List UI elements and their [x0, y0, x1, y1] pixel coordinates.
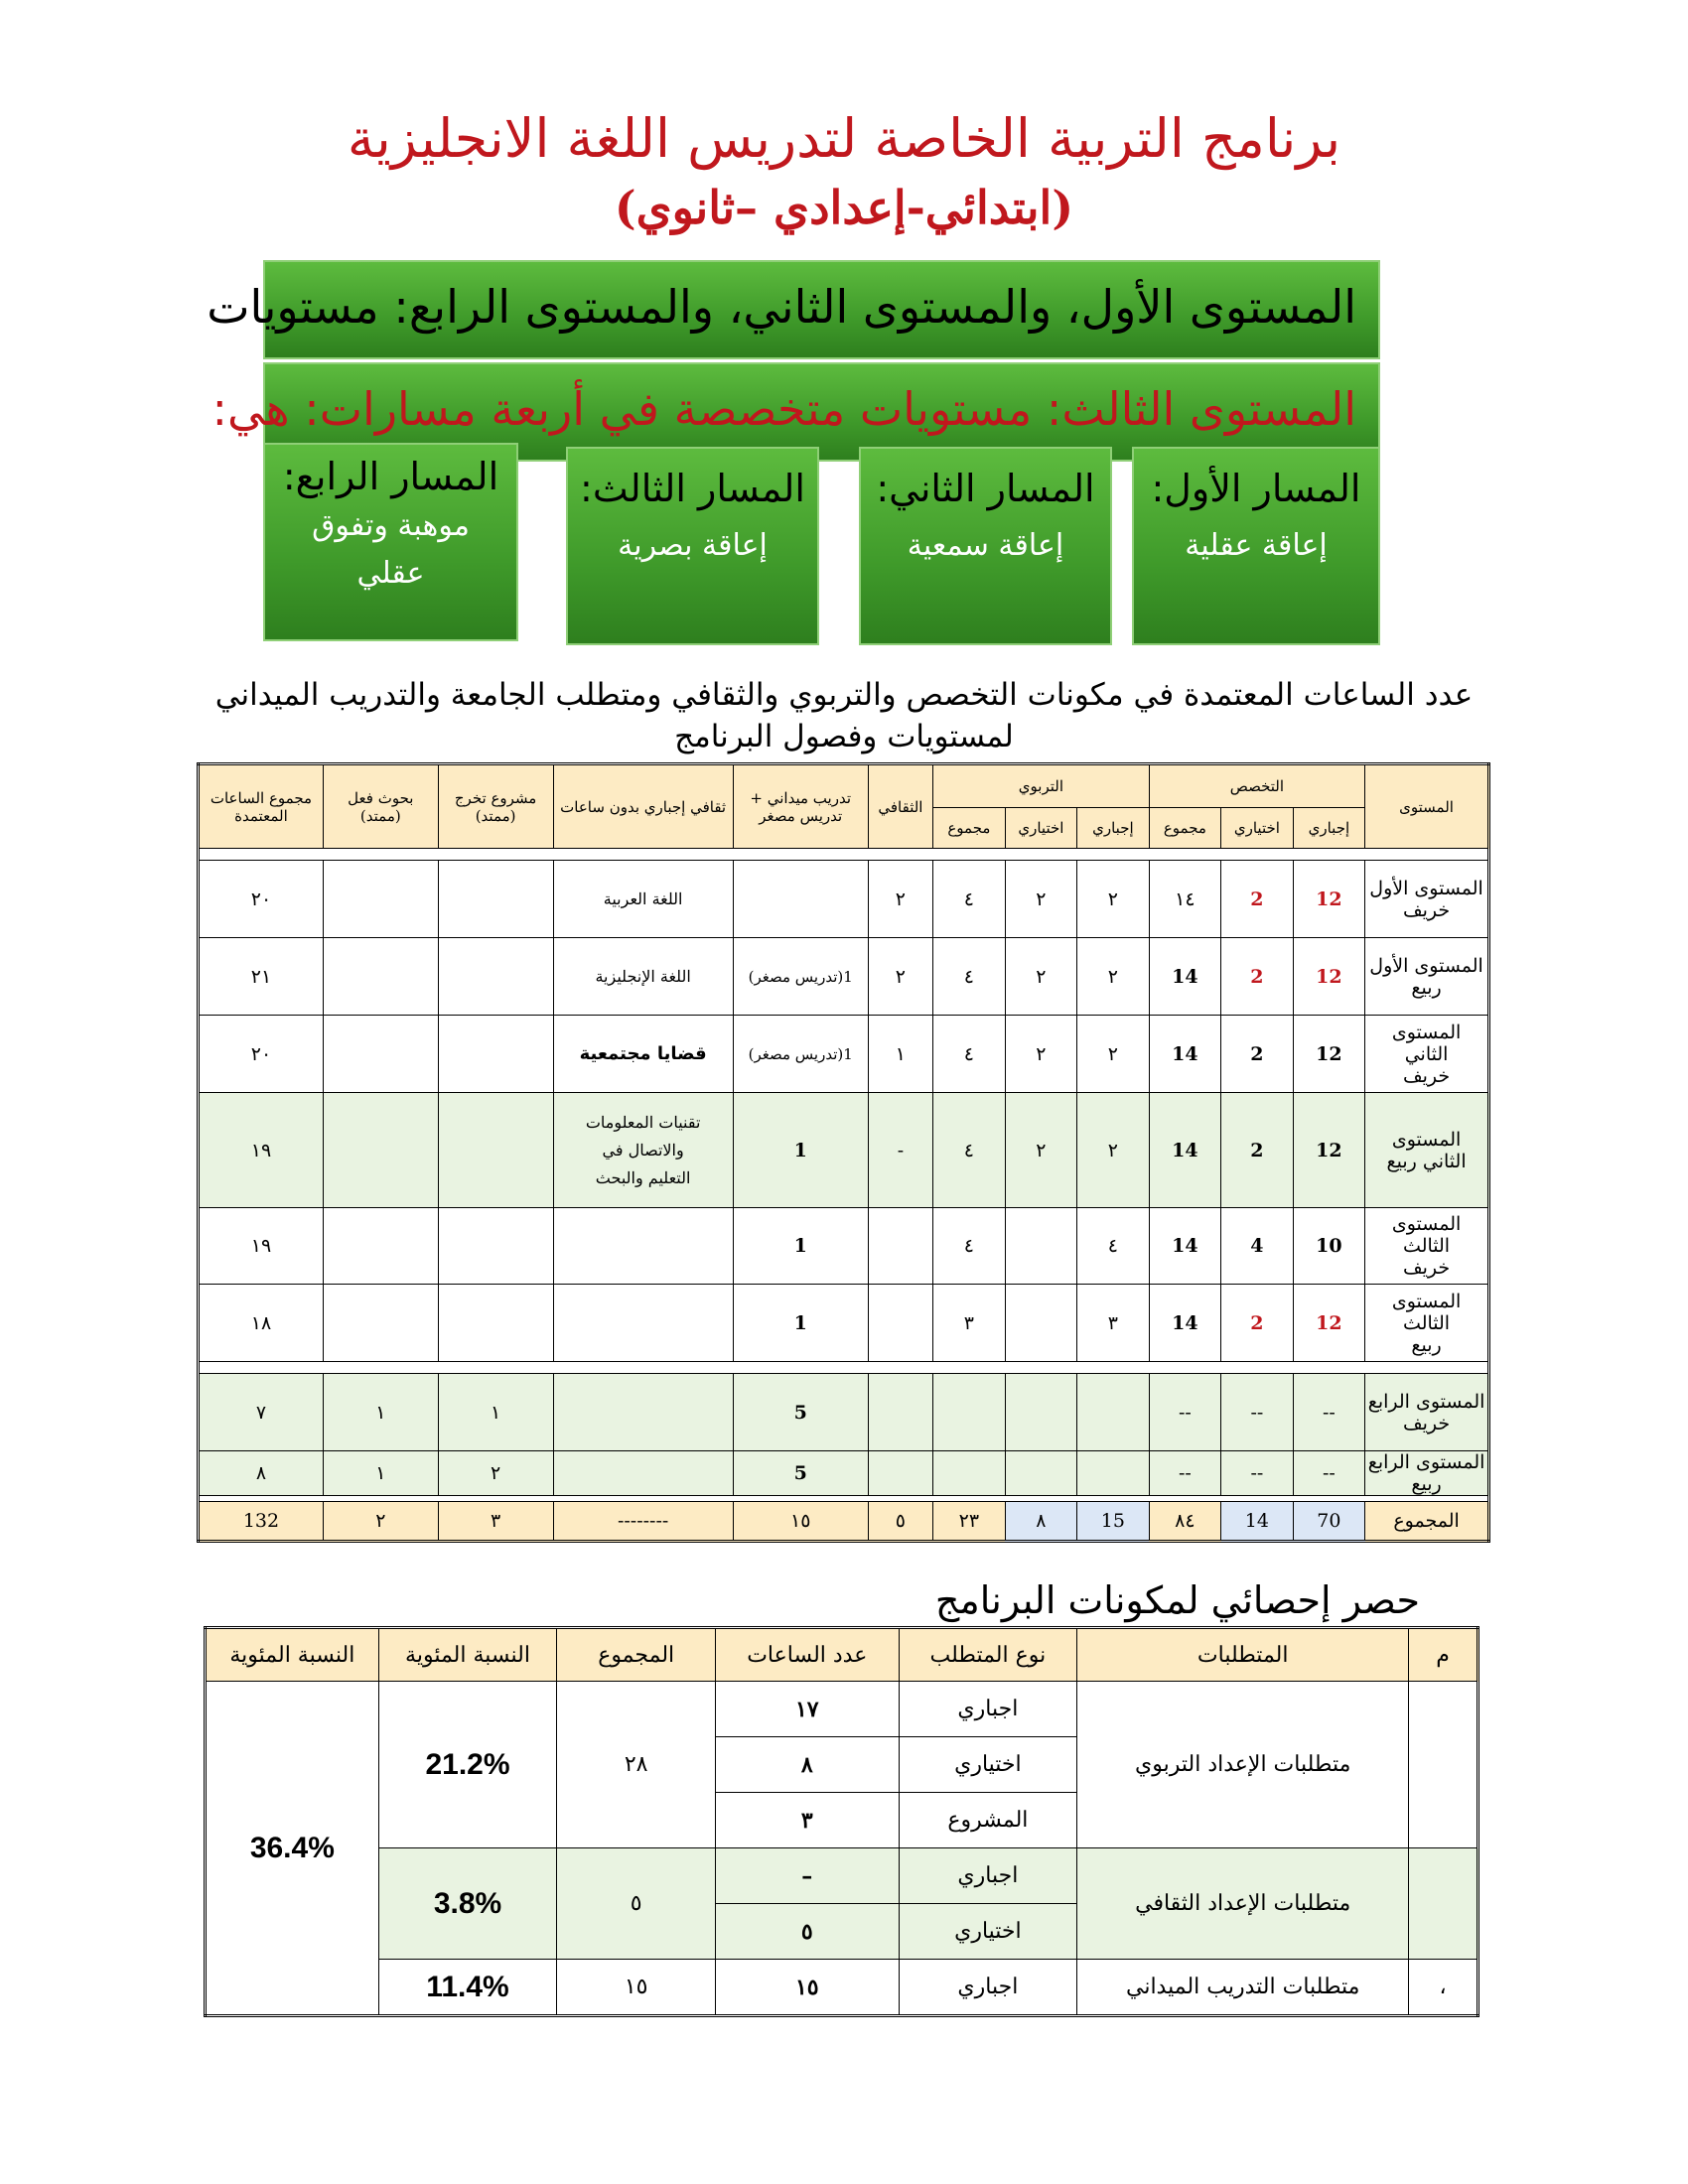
project-cell: ٢	[438, 1451, 553, 1496]
total-cell: ٨	[199, 1451, 324, 1496]
stats-header-sum: المجموع	[557, 1628, 716, 1682]
edu-elective-cell	[1005, 1374, 1077, 1451]
research-cell	[323, 861, 438, 938]
spec-required-cell: 12	[1293, 938, 1365, 1016]
spec-elective-cell: 2	[1221, 1093, 1294, 1208]
table-row	[199, 861, 1489, 938]
stats-header-percent-total: النسبة المئوية	[206, 1628, 379, 1682]
cultural-required-cell	[553, 1451, 733, 1496]
spec-elective-cell: 2	[1221, 938, 1294, 1016]
field-training-cell: 1(تدريس مصغر)	[733, 938, 868, 1016]
stats-table	[204, 1626, 1479, 2017]
project-cell	[438, 1093, 553, 1208]
cultural-cell	[868, 1451, 932, 1496]
track-subtitle: إعاقة بصرية	[618, 528, 768, 563]
header-cultural: الثقافي	[868, 764, 932, 849]
total-cell: ٢١	[199, 938, 324, 1016]
field-training-cell	[733, 861, 868, 938]
totals-row	[199, 1502, 1489, 1542]
field-training-cell: 5	[733, 1374, 868, 1451]
cultural-cell: ١	[868, 1016, 932, 1093]
edu-required-cell: ٢	[1077, 1093, 1150, 1208]
stats-hours-cell: ٨	[716, 1737, 900, 1793]
spec-elective-cell: --	[1221, 1451, 1294, 1496]
spec-required-cell: 12	[1293, 861, 1365, 938]
levels-banner	[207, 260, 1380, 359]
header-graduation-project: مشروع تخرج (ممتد)	[438, 764, 553, 849]
track-title: المسار الثالث:	[580, 467, 805, 510]
edu-required-cell: ٢	[1077, 1016, 1150, 1093]
cultural-required-cell: اللغة الإنجليزية	[553, 938, 733, 1016]
stats-requirement-name: متطلبات الإعداد التربوي	[1077, 1682, 1409, 1848]
total-cell: ١٩	[199, 1093, 324, 1208]
total-cultural: ٥	[868, 1502, 932, 1542]
stats-sum-cell: ٢٨	[557, 1682, 716, 1848]
cultural-cell: -	[868, 1093, 932, 1208]
table-row	[199, 938, 1489, 1016]
spec-elective-cell: 2	[1221, 1285, 1294, 1362]
stats-requirement-name: متطلبات الإعداد الثقافي	[1077, 1848, 1409, 1960]
header-specialization: التخصص	[1149, 764, 1365, 808]
spec-required-cell: --	[1293, 1451, 1365, 1496]
header-total-hours: مجموع الساعات المعتمدة	[199, 764, 324, 849]
table-row	[199, 1016, 1489, 1093]
header-field-training: تدريب ميداني + تدريس مصغر	[733, 764, 868, 849]
level-cell: المستوى الأول ربيع	[1365, 938, 1489, 1016]
track-box-1	[1132, 447, 1380, 645]
edu-elective-cell: ٢	[1005, 938, 1077, 1016]
edu-sum-cell: ٣	[933, 1285, 1006, 1362]
table-row	[199, 1451, 1489, 1496]
level-cell: المستوى الثالث ربيع	[1365, 1285, 1489, 1362]
stats-hours-cell: ١٧	[716, 1682, 900, 1737]
edu-sum-cell: ٤	[933, 1016, 1006, 1093]
cultural-cell	[868, 1285, 932, 1362]
field-training-cell: 5	[733, 1451, 868, 1496]
total-field-training: ١٥	[733, 1502, 868, 1542]
stats-title: حصر إحصائي لمكونات البرنامج	[934, 1578, 1420, 1622]
table-row	[199, 1285, 1489, 1362]
spec-sum-cell: ١٤	[1149, 861, 1221, 938]
edu-required-cell	[1077, 1374, 1150, 1451]
total-cell: ١٩	[199, 1208, 324, 1285]
stats-sum-cell: ٥	[557, 1848, 716, 1960]
header-cultural-required: ثقافي إجباري بدون ساعات	[553, 764, 733, 849]
edu-required-cell	[1077, 1451, 1150, 1496]
cultural-required-cell: تقنيات المعلومات والاتصال في التعليم والبحث	[553, 1093, 733, 1208]
level-cell: المستوى الرابع خريف	[1365, 1374, 1489, 1451]
level-cell: المستوى الثاني ربيع	[1365, 1093, 1489, 1208]
stats-type-cell: اجباري	[899, 1960, 1077, 2016]
edu-elective-cell	[1005, 1451, 1077, 1496]
tracks-banner-text: المستوى الثالث: مستويات متخصصة في أربعة مسارات: هي:	[211, 382, 1356, 436]
spec-required-cell: 12	[1293, 1285, 1365, 1362]
research-cell: ١	[323, 1451, 438, 1496]
edu-sum-cell: ٤	[933, 938, 1006, 1016]
cultural-required-cell	[553, 1374, 733, 1451]
field-training-cell: 1	[733, 1208, 868, 1285]
total-edu-elective: ٨	[1005, 1502, 1077, 1542]
level-cell: المستوى الثالث خريف	[1365, 1208, 1489, 1285]
levels-banner-text: المستوى الأول، والمستوى الثاني، والمستوى الرابع: مستويات	[207, 280, 1356, 334]
header-spec-required: إجباري	[1293, 808, 1365, 849]
project-cell	[438, 1285, 553, 1362]
cultural-cell	[868, 1208, 932, 1285]
total-cell: ١٨	[199, 1285, 324, 1362]
track-subtitle: إعاقة سمعية	[907, 528, 1064, 563]
cultural-cell	[868, 1374, 932, 1451]
spec-required-cell: 12	[1293, 1093, 1365, 1208]
track-subtitle-line2: عقلي	[356, 556, 425, 591]
field-training-cell: 1	[733, 1093, 868, 1208]
track-box-2	[859, 447, 1112, 645]
edu-sum-cell: ٤	[933, 861, 1006, 938]
stats-num-cell: ،	[1409, 1960, 1478, 2016]
spec-required-cell: --	[1293, 1374, 1365, 1451]
spec-sum-cell: 14	[1149, 1093, 1221, 1208]
edu-elective-cell: ٢	[1005, 1093, 1077, 1208]
stats-num-cell	[1409, 1848, 1478, 1960]
header-spec-sum: مجموع	[1149, 808, 1221, 849]
header-educational: التربوي	[933, 764, 1150, 808]
stats-row	[206, 1848, 1478, 1904]
stats-requirement-name: متطلبات التدريب الميداني	[1077, 1960, 1409, 2016]
stats-sum-cell: ١٥	[557, 1960, 716, 2016]
track-subtitle: موهبة وتفوق	[312, 508, 470, 543]
spec-elective-cell: 2	[1221, 861, 1294, 938]
project-cell	[438, 1016, 553, 1093]
track-box-4	[263, 443, 518, 641]
stats-row	[206, 1682, 1478, 1737]
track-title: المسار الرابع:	[282, 455, 499, 498]
level-cell: المستوى الأول خريف	[1365, 861, 1489, 938]
project-cell: ١	[438, 1374, 553, 1451]
total-spec-elective: 14	[1221, 1502, 1294, 1542]
level-cell: المستوى الثاني خريف	[1365, 1016, 1489, 1093]
header-level: المستوى	[1365, 764, 1489, 849]
edu-sum-cell: ٤	[933, 1093, 1006, 1208]
table-row	[199, 1374, 1489, 1451]
stats-hours-cell: –	[716, 1848, 900, 1904]
table-row	[199, 1208, 1489, 1285]
track-title: المسار الثاني:	[876, 467, 1095, 510]
header-action-research: بحوث فعل (ممتد)	[323, 764, 438, 849]
project-cell	[438, 938, 553, 1016]
header-spec-elective: اختياري	[1221, 808, 1294, 849]
cultural-required-cell	[553, 1285, 733, 1362]
stats-header-hours: عدد الساعات	[716, 1628, 900, 1682]
spec-required-cell: 10	[1293, 1208, 1365, 1285]
research-cell	[323, 938, 438, 1016]
spec-elective-cell: 2	[1221, 1016, 1294, 1093]
edu-elective-cell: ٢	[1005, 1016, 1077, 1093]
total-spec-required: 70	[1293, 1502, 1365, 1542]
cultural-required-cell	[553, 1208, 733, 1285]
total-hours: 132	[199, 1502, 324, 1542]
stats-num-cell	[1409, 1682, 1478, 1848]
total-cell: ٢٠	[199, 861, 324, 938]
edu-sum-cell: ٤	[933, 1208, 1006, 1285]
stats-type-cell: اختياري	[899, 1904, 1077, 1960]
stats-type-cell: اجباري	[899, 1848, 1077, 1904]
header-edu-required: إجباري	[1077, 808, 1150, 849]
stats-hours-cell: ٥	[716, 1904, 900, 1960]
track-box-3	[566, 447, 819, 645]
stats-header-num: م	[1409, 1628, 1478, 1682]
header-edu-sum: مجموع	[933, 808, 1006, 849]
track-subtitle: إعاقة عقلية	[1185, 528, 1328, 563]
edu-required-cell: ٢	[1077, 938, 1150, 1016]
level-cell: المستوى الرابع ربيع	[1365, 1451, 1489, 1496]
total-project: ٣	[438, 1502, 553, 1542]
edu-elective-cell: ٢	[1005, 861, 1077, 938]
research-cell	[323, 1016, 438, 1093]
cultural-cell: ٢	[868, 861, 932, 938]
total-edu-required: 15	[1077, 1502, 1150, 1542]
spec-elective-cell: --	[1221, 1374, 1294, 1451]
edu-sum-cell	[933, 1374, 1006, 1451]
spec-elective-cell: 4	[1221, 1208, 1294, 1285]
track-title: المسار الأول:	[1151, 467, 1361, 510]
research-cell: ١	[323, 1374, 438, 1451]
stats-hours-cell: ٣	[716, 1793, 900, 1848]
spec-sum-cell: --	[1149, 1451, 1221, 1496]
spec-required-cell: 12	[1293, 1016, 1365, 1093]
stats-percent-cell: 21.2%	[378, 1682, 557, 1848]
research-cell	[323, 1093, 438, 1208]
research-cell	[323, 1208, 438, 1285]
edu-elective-cell	[1005, 1285, 1077, 1362]
stats-type-cell: اجباري	[899, 1682, 1077, 1737]
field-training-cell: 1(تدريس مصغر)	[733, 1016, 868, 1093]
edu-required-cell: ٢	[1077, 861, 1150, 938]
stats-overall-percent: 36.4%	[206, 1682, 379, 2016]
total-cell: ٢٠	[199, 1016, 324, 1093]
table-caption-line2: لمستويات وفصول البرنامج	[674, 719, 1014, 754]
cultural-required-cell: اللغة العربية	[553, 861, 733, 938]
project-cell	[438, 861, 553, 938]
stats-type-cell: اختياري	[899, 1737, 1077, 1793]
table-caption: عدد الساعات المعتمدة في مكونات التخصص والتربوي والثقافي ومتطلب الجامعة والتدريب الميداني	[214, 677, 1474, 713]
edu-required-cell: ٤	[1077, 1208, 1150, 1285]
spec-sum-cell: 14	[1149, 1208, 1221, 1285]
stats-header-type: نوع المتطلب	[899, 1628, 1077, 1682]
header-edu-elective: اختياري	[1005, 808, 1077, 849]
spec-sum-cell: 14	[1149, 938, 1221, 1016]
edu-required-cell: ٣	[1077, 1285, 1150, 1362]
cultural-cell: ٢	[868, 938, 932, 1016]
project-cell	[438, 1208, 553, 1285]
edu-sum-cell	[933, 1451, 1006, 1496]
stats-header-requirements: المتطلبات	[1077, 1628, 1409, 1682]
page-title: برنامج التربية الخاصة لتدريس اللغة الانجليزية	[347, 107, 1341, 170]
total-cultural-required: --------	[553, 1502, 733, 1542]
total-research: ٢	[323, 1502, 438, 1542]
stats-header-percent: النسبة المئوية	[378, 1628, 557, 1682]
field-training-cell: 1	[733, 1285, 868, 1362]
spec-sum-cell: --	[1149, 1374, 1221, 1451]
spec-sum-cell: 14	[1149, 1016, 1221, 1093]
total-cell: ٧	[199, 1374, 324, 1451]
stats-type-cell: المشروع	[899, 1793, 1077, 1848]
table-row	[199, 1093, 1489, 1208]
cultural-required-cell: قضايا مجتمعية	[553, 1016, 733, 1093]
spec-sum-cell: 14	[1149, 1285, 1221, 1362]
total-spec-sum: ٨٤	[1149, 1502, 1221, 1542]
stats-hours-cell: ١٥	[716, 1960, 900, 2016]
edu-elective-cell	[1005, 1208, 1077, 1285]
stats-percent-cell: 11.4%	[378, 1960, 557, 2016]
stats-row	[206, 1960, 1478, 2016]
page-subtitle: (ابتدائي-إعدادي –ثانوي)	[614, 181, 1074, 234]
research-cell	[323, 1285, 438, 1362]
stats-percent-cell: 3.8%	[378, 1848, 557, 1960]
credit-hours-table	[197, 762, 1490, 1543]
total-edu-sum: ٢٣	[933, 1502, 1006, 1542]
totals-label: المجموع	[1365, 1502, 1489, 1542]
